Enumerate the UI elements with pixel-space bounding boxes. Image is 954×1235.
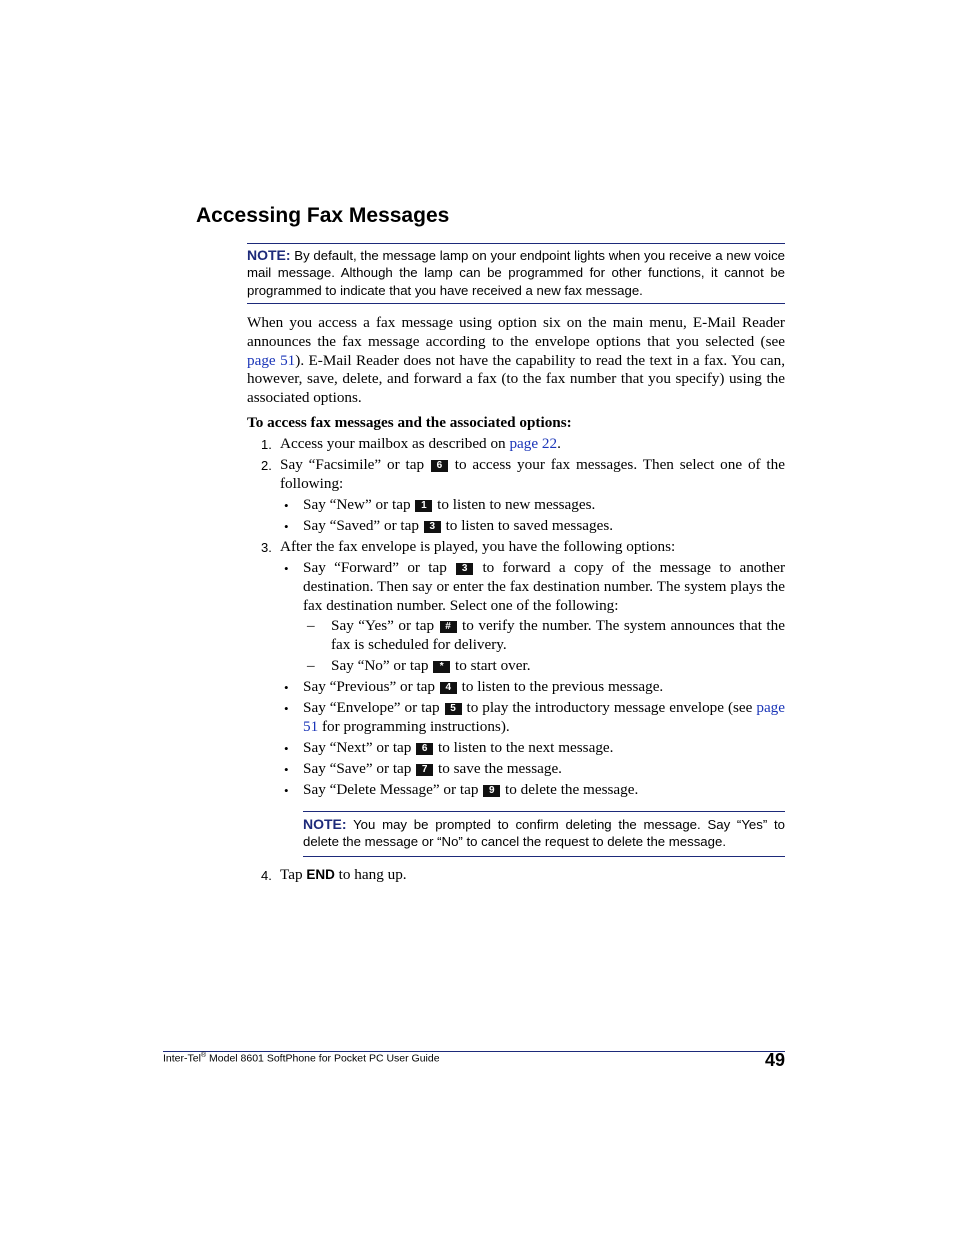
option-text-end: to listen to new messages.: [433, 496, 596, 513]
footer-title: [163, 1052, 440, 1065]
bullet-icon: •: [284, 741, 289, 756]
registered-mark: ®: [200, 1052, 207, 1059]
option-text: Say “No” or tap: [331, 657, 433, 674]
step-number: 2.: [261, 458, 272, 473]
step-text: Say “Facsimile” or tap: [280, 456, 430, 473]
bullet-icon: •: [284, 498, 289, 513]
option-text-end: to listen to saved messages.: [441, 517, 614, 534]
option-no: [331, 657, 785, 676]
option-new: [303, 496, 785, 515]
intro-paragraph: [247, 314, 785, 408]
option-previous: [303, 678, 785, 697]
note-text: By default, the message lamp on your endpoint lights when you receive a new voice mail message. Although the lamp can be programmed for other functions, it cannot be programmed to indicate that you have received a new fax message.: [247, 248, 785, 298]
intro-text-continued: ). E-Mail Reader does not have the capability to read the text in a fax. You can, however, save, delete, and forward a fax (to the fax number that you specify) using the associated options.: [247, 351, 785, 407]
note-box: [247, 243, 785, 304]
option-forward: [303, 559, 785, 615]
key-6-icon: 6: [431, 460, 448, 472]
link-page-22[interactable]: page 22: [509, 435, 558, 452]
step-2: [280, 456, 785, 494]
option-text-end: to verify the number. The system announces that the fax is scheduled for delivery.: [331, 617, 785, 653]
step-text: Tap: [280, 866, 307, 883]
step-text-end: .: [557, 435, 561, 452]
key-1-icon: 1: [415, 500, 432, 512]
bullet-icon: •: [284, 519, 289, 534]
note-box: [303, 811, 785, 857]
bullet-icon: •: [284, 680, 289, 695]
note-label: NOTE:: [303, 816, 347, 832]
key-3-icon: 3: [456, 563, 473, 575]
footer-brand: Inter-Tel: [163, 1052, 201, 1065]
option-text-end: to save the message.: [434, 760, 562, 777]
option-text: Say “Envelope” or tap: [303, 699, 444, 716]
option-text-end: to start over.: [451, 657, 531, 674]
option-delete: [303, 781, 785, 800]
step-text: Access your mailbox as described on: [280, 435, 510, 452]
footer-guide-title: Model 8601 SoftPhone for Pocket PC User Guide: [206, 1052, 440, 1065]
option-saved: [303, 517, 785, 536]
step-text-end: to hang up.: [334, 866, 407, 883]
bullet-icon: •: [284, 561, 289, 576]
bullet-icon: •: [284, 783, 289, 798]
end-key-label: END: [306, 867, 335, 882]
key-hash-icon: #: [440, 621, 457, 633]
step-4: [280, 866, 785, 885]
option-envelope: [303, 699, 785, 737]
page-title: Accessing Fax Messages: [196, 204, 450, 227]
option-text-end: to delete the message.: [501, 781, 639, 798]
option-text-end: for programming instructions).: [318, 717, 510, 735]
dash-icon: –: [307, 657, 315, 674]
intro-text: When you access a fax message using option six on the main menu, E-Mail Reader announces the fax message according to the envelope options that you selected (see: [247, 314, 785, 350]
step-1: [280, 435, 785, 454]
step-number: 3.: [261, 540, 272, 555]
note-label: NOTE:: [247, 247, 291, 263]
option-text-end: to listen to the next message.: [434, 739, 614, 756]
step-text: After the fax envelope is played, you have the following options:: [280, 538, 676, 555]
option-text-end: to forward a copy of the message to another destination. Then say or enter the fax destination number. The system plays the fax destination number. Select one of the following:: [303, 559, 786, 614]
bullet-icon: •: [284, 701, 289, 716]
bullet-icon: •: [284, 762, 289, 777]
step-text-end: to access your fax messages. Then select one of the following:: [280, 456, 785, 492]
key-7-icon: 7: [416, 764, 433, 776]
page-number: 49: [764, 1050, 785, 1070]
link-page-51[interactable]: page 51: [303, 699, 786, 735]
option-next: [303, 739, 785, 758]
option-text-mid: to play the introductory message envelope (see: [462, 699, 757, 716]
option-text: Say “Saved” or tap: [303, 517, 423, 534]
step-number: 4.: [261, 868, 272, 883]
procedure-heading: To access fax messages and the associated options:: [247, 414, 572, 431]
key-5-icon: 5: [445, 703, 462, 715]
option-text-end: to listen to the previous message.: [457, 678, 664, 695]
dash-icon: –: [307, 617, 315, 634]
option-text: Say “Delete Message” or tap: [303, 781, 483, 798]
step-number: 1.: [261, 437, 272, 452]
key-9-icon: 9: [483, 785, 500, 797]
option-text: Say “Yes” or tap: [331, 617, 439, 634]
link-page-51[interactable]: page 51: [247, 351, 296, 369]
option-yes: [331, 617, 785, 655]
option-text: Say “Save” or tap: [303, 760, 416, 777]
option-text: Say “Next” or tap: [303, 739, 416, 756]
option-text: Say “New” or tap: [303, 496, 415, 513]
key-4-icon: 4: [440, 682, 457, 694]
note-text: You may be prompted to confirm deleting the message. Say “Yes” to delete the message or “No” to cancel the request to delete the message.: [303, 817, 785, 850]
key-3-icon: 3: [424, 521, 441, 533]
key-star-icon: *: [433, 661, 450, 673]
option-text: Say “Forward” or tap: [303, 559, 456, 576]
key-6-icon: 6: [416, 743, 433, 755]
step-3: [280, 538, 785, 557]
option-text: Say “Previous” or tap: [303, 678, 439, 695]
option-save: [303, 760, 785, 779]
